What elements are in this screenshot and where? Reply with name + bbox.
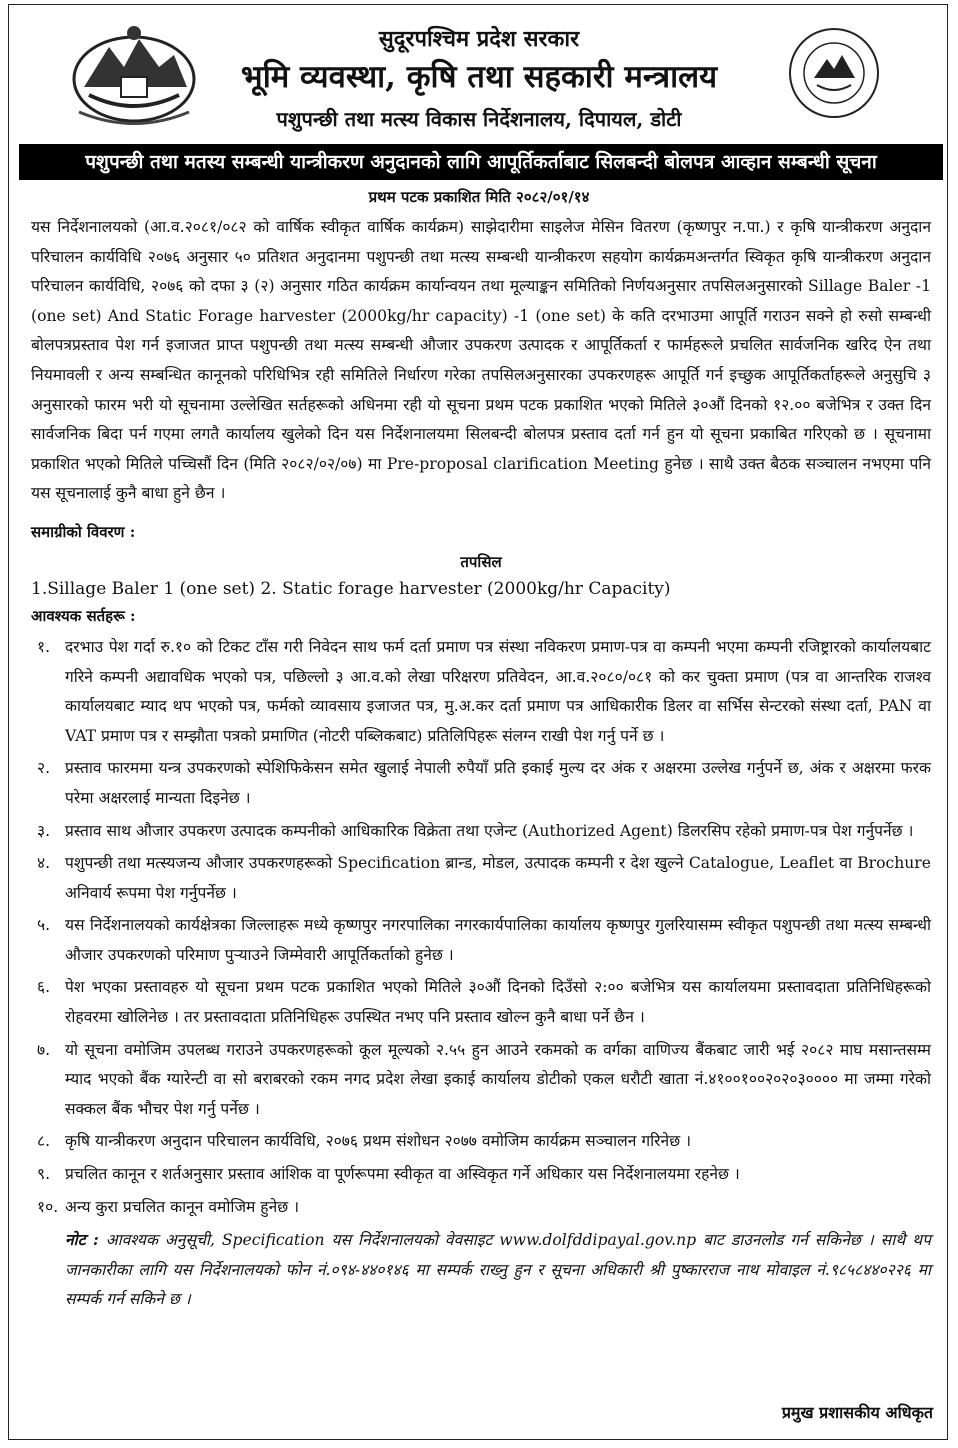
condition-text: यो सूचना वमोजिम उपलब्ध गराउने उपकरणहरूको कूल मूल्यको २.५५ हुन आउने रकमको क वर्गका वाणिज्य बैंकबाट जारी भई २०८२ माघ मसान्तसम्म म्याद भएको बैंक ग्यारेन्टी वा सो बराबरको रकम नगद प्रदेश लेखा इकाई कार्यालय डोटीको एकल धरौटी खाता नं.४१००१००२०२०३०००० मा जम्मा गरेको सक्कल बैंक भौचर पेश गर्नु पर्नेछ । [65, 1040, 931, 1118]
condition-number: ५. [37, 916, 51, 935]
signatory-title: प्रमुख प्रशासकीय अधिकृत [781, 1403, 933, 1422]
condition-number: ९. [37, 1165, 51, 1184]
condition-text: अन्य कुरा प्रचलित कानून वमोजिम हुनेछ । [65, 1197, 300, 1216]
condition-item [31, 633, 931, 751]
directorate-name: पशुपन्छी तथा मत्स्य विकास निर्देशनालय, दिपायल, डोटी [276, 107, 682, 131]
note-paragraph [31, 1225, 931, 1315]
notice-title: पशुपन्छी तथा मतस्य सम्बन्धी यान्त्रीकरण अनुदानको लागि आपूर्तिकर्ताबाट सिलबन्दी बोलपत्र आव्हान सम्बन्धी सूचना [19, 144, 943, 180]
condition-text: प्रस्ताव साथ औजार उपकरण उत्पादक कम्पनीको आधिकारिक विक्रेता तथा एजेन्ट (Authorized Agent) डिलरसिप रहेको प्रमाण-पत्र पेश गर्नुपर्नेछ । [65, 821, 914, 840]
ministry-name: भूमि व्यवस्था, कृषि तथा सहकारी मन्त्रालय [240, 59, 718, 95]
condition-item [31, 1193, 931, 1223]
condition-number: ८. [37, 1132, 51, 1151]
condition-item [31, 849, 931, 908]
condition-text: पशुपन्छी तथा मत्स्यजन्य औजार उपकरणहरूको Specification ब्रान्ड, मोडल, उत्पादक कम्पनी र देश खुल्ने Catalogue, Leaflet वा Brochure अनिवार्य रूपमा पेश गर्नुपर्नेछ । [65, 854, 931, 902]
condition-number: ३. [37, 821, 51, 840]
condition-text: प्रस्ताव फारममा यन्त्र उपकरणको स्पेशिफिकेसन समेत खुलाई नेपाली रुपैयाँ प्रति इकाई मुल्य दर अंक र अक्षरमा उल्लेख गर्नुपर्ने छ, अंक र अक्षरमा फरक परेमा अक्षरलाई मान्यता दिइनेछ । [65, 759, 931, 807]
government-name: सुदूरपश्चिम प्रदेश सरकार [378, 26, 580, 52]
condition-text: कृषि यान्त्रीकरण अनुदान परिचालन कार्यविधि, २०७६ प्रथम संशोधन २०७७ वमोजिम कार्यक्रम सञ्चालन गरिनेछ । [65, 1132, 692, 1151]
condition-item [31, 1160, 931, 1190]
header [9, 5, 949, 135]
condition-text: यस निर्देशनालयको कार्यक्षेत्रका जिल्लाहरू मध्ये कृष्णपुर नगरपालिका नगरकार्यपालिका कार्यालय कृष्णपुर गुलरियासम्म स्वीकृत पशुपन्छी तथा मत्स्य सम्बन्धी औजार उपकरणको परिमाण पुऱ्याउने जिम्मेवारी आपूर्तिकर्ताको हुनेछ । [65, 916, 931, 964]
condition-text: प्रचलित कानून र शर्तअनुसार प्रस्ताव आंशिक वा पूर्णरूपमा स्वीकृत वा अस्विकृत गर्ने अधिकार यस निर्देशनालयमा रहनेछ । [65, 1165, 740, 1184]
condition-text: दरभाउ पेश गर्दा रु.१० को टिकट टाँस गरी निवेदन साथ फर्म दर्ता प्रमाण पत्र संस्था नविकरण प्रमाण-पत्र वा कम्पनी भएमा कम्पनी रजिष्ट्रारको कार्यालयबाट गरिने कम्पनी अद्यावधिक भएको पत्र, पछिल्लो ३ आ.व.को लेखा परिक्षरण प्रतिवेदन, आ.व.२०८०/०८१ को कर चुक्ता प्रमाण (पत्र वा आन्तरिक राजश्व कार्यालयबाट म्याद थप भएको पत्र, फर्मको व्यावसाय इजाजत पत्र, मु.अ.कर दर्ता प्रमाण पत्र आधिकारीक डिलर वा सर्भिस सेन्टरको संस्था दर्ता, PAN वा VAT प्रमाण पत्र र सम्झौता पत्रको प्रमाणित (नोटरी पब्लिकबाट) प्रतिलिपिहरू संलग्न राखी पेश गर्नु पर्ने छ । [65, 637, 931, 745]
condition-number: १. [37, 637, 51, 656]
conditions-heading: आवश्यक सर्तहरू : [31, 606, 136, 625]
condition-item [31, 754, 931, 813]
condition-item [31, 973, 931, 1032]
condition-item [31, 1127, 931, 1157]
condition-number: ४. [37, 854, 51, 873]
condition-item [31, 1036, 931, 1125]
materials-heading: समाग्रीको विवरण : [31, 522, 136, 541]
publication-date: प्रथम पटक प्रकाशित मिति २०८२/०१/१४ [368, 188, 590, 206]
intro-paragraph: यस निर्देशनालयको (आ.व.२०८१/०८२ को वार्षिक स्वीकृत वार्षिक कार्यक्रम) साझेदारीमा साइलेज मेसिन वितरण (कृष्णपुर न.पा.) र कृषि यान्त्रीकरण अनुदान परिचालन कार्यविधि २०७६ अनुसार ५० प्रतिशत अनुदानमा पशुपन्छी तथा मत्स्य सम्बन्धी यान्त्रीकरण सहयोग कार्यक्रमअन्तर्गत स्विकृत कृषि यान्त्रीकरण अनुदान परिचालन कार्यविधि, २०७६ को दफा ३ (२) अनुसार गठित कार्यक्रम कार्यान्वयन तथा मूल्याङ्कन समितिको निर्णयअनुसार तपसिलअनुसारको Sillage Baler -1 (one set) And Static Forage harvester (2000kg/hr capacity) -1 (one set) के कति दरभाउमा आपूर्ति गराउन सक्ने हो रुसो सम्बन्धी बोलपत्रप्रस्ताव पेश गर्न इजाजत प्राप्त पशुपन्छी तथा मत्स्य सम्बन्धी औजार उपकरण उत्पादक र आपूर्तिकर्ता र फार्महरूले प्रचलित सार्वजनिक खरिद ऐन तथा नियमावली र अन्य सम्बन्धित कानूनको परिधिभित्र रही समितिले निर्धारण गरेका तपसिलअनुसारका उपकरणहरू आपूर्ति गर्न इच्छुक आपूर्तिकर्ताहरूले अनुसुचि ३ अनुसारको फारम भरी यो सूचनामा उल्लेखित सर्तहरूको अधिनमा रही यो सूचना प्रथम पटक प्रकाशित भएको मितिले ३०औं दिनको १२.०० बजेभित्र र उक्त दिन सार्वजनिक बिदा पर्न गएमा लगतै कार्यालय खुलेको दिन यस निर्देशनालयमा सिलबन्दी बोलपत्र प्रस्ताव दर्ता गर्न हुन यो सूचना प्रकाबित गरिएको छ । सूचनामा प्रकाशित भएको मितिले पच्चिसौं दिन (मिति २०८२/०२/०७) मा Pre-proposal clarification Meeting हुनेछ । साथै उक्त बैठक सञ्चालन नभएमा पनि यस सूचनालाई कुनै बाधा हुने छैन । [31, 218, 931, 503]
conditions-list [31, 633, 931, 1222]
schedule-heading: तपसिल [460, 552, 502, 571]
notice-frame [8, 4, 948, 1440]
condition-item [31, 911, 931, 970]
notice-body [31, 213, 931, 1315]
condition-number: २. [37, 759, 51, 778]
items-list: 1.Sillage Baler 1 (one set) 2. Static forage harvester (2000kg/hr Capacity) [31, 578, 671, 599]
condition-item [31, 817, 931, 847]
condition-number: १०. [37, 1197, 59, 1216]
note-label: नोट : [65, 1230, 99, 1250]
condition-number: ६. [37, 978, 51, 997]
directorate-seal-icon [779, 23, 889, 123]
condition-number: ७. [37, 1040, 51, 1059]
condition-text: पेश भएका प्रस्तावहरु यो सूचना प्रथम पटक प्रकाशित भएको मितिले ३०औं दिनको दिउँसो २:०० बजेभित्र यस कार्यालयमा प्रस्तावदाता प्रतिनिधिहरूको रोहवरमा खोलिनेछ । तर प्रस्तावदाता प्रतिनिधिहरू उपस्थित नभए पनि प्रस्ताव खोल्न कुनै बाधा पर्ने छैन । [65, 978, 931, 1027]
note-text: आवश्यक अनुसूची, Specification यस निर्देशनालयको वेवसाइट www.dolfddipayal.gov.np बाट डाउनलोड गर्न सकिनेछ । साथै थप जानकारीका लागि यस निर्देशनालयको फोन नं.०९४-४४०१४६ मा सम्पर्क राख्नु हुन र सूचना अधिकारी श्री पुष्कारराज नाथ मोवाइल नं.९८५८४४०२२६ मा सम्पर्क गर्न सकिने छ । [65, 1231, 931, 1309]
